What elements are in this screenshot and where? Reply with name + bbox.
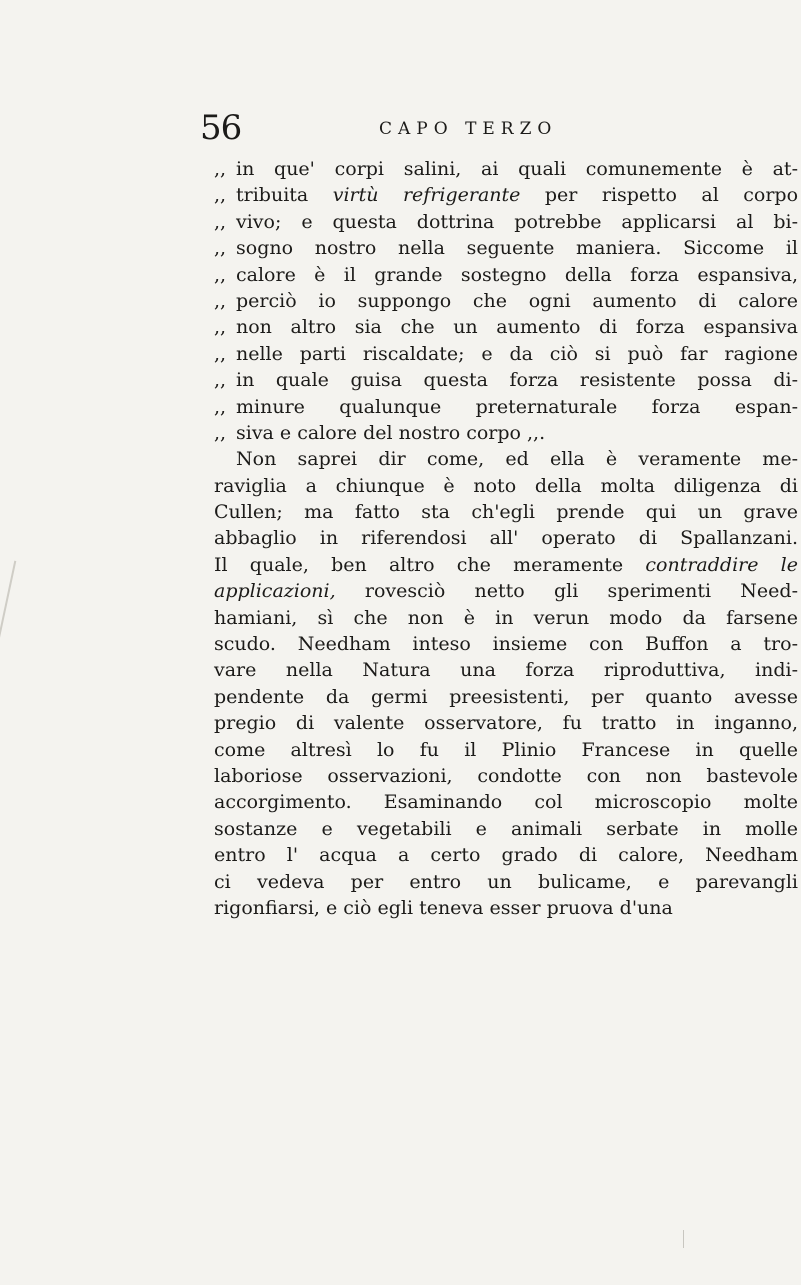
quoted-line xyxy=(214,156,798,182)
scan-mark xyxy=(683,1230,684,1248)
text-line: ci vedeva per entro un bulicame, e parevangli xyxy=(214,870,798,893)
quotation-marker: ,, xyxy=(214,316,227,339)
quoted-text: non altro sia che un aumento di forza espansiva xyxy=(236,316,798,339)
text-line: hamiani, sì che non è in verun modo da farsene xyxy=(214,606,798,629)
text-line: sostanze e vegetabili e animali serbate in molle xyxy=(214,817,798,840)
quoted-line xyxy=(214,314,798,340)
quoted-text: vivo; e questa dottrina potrebbe applicarsi al bi- xyxy=(236,210,798,233)
quoted-line xyxy=(214,235,798,261)
quotation-marker: ,, xyxy=(214,421,227,444)
quoted-line xyxy=(214,182,798,208)
quoted-text: calore è il grande sostegno della forza espansiva, xyxy=(236,263,798,286)
quoted-passage xyxy=(214,156,798,446)
text-line: abbaglio in riferendosi all' operato di Spallanzani. xyxy=(214,527,798,550)
quoted-line xyxy=(214,288,798,314)
quoted-line xyxy=(214,367,798,393)
quotation-marker: ,, xyxy=(214,158,227,180)
text-line: Non saprei dir come, ed ella è veramente me- xyxy=(236,448,798,471)
text-line: entro l' acqua a certo grado di calore, Needham xyxy=(214,844,798,867)
quoted-line xyxy=(214,420,798,446)
body-text xyxy=(214,156,798,921)
text-line: scudo. Needham inteso insieme con Buffon a tro- xyxy=(214,633,798,656)
text-line: laboriose osservazioni, condotte con non bastevole xyxy=(214,764,798,787)
quotation-marker: ,, xyxy=(214,395,227,418)
quoted-text: nelle parti riscaldate; e da ciò si può far ragione xyxy=(236,342,798,365)
quoted-text: in que' corpi salini, ai quali comunemente è at- xyxy=(236,158,798,180)
quoted-text: siva e calore del nostro corpo ,,. xyxy=(236,421,546,444)
running-head: CAPO TERZO xyxy=(379,119,558,139)
text-line: accorgimento. Esaminando col microscopio molte xyxy=(214,791,798,814)
text-line: rigonfiarsi, e ciò egli teneva esser pruova d'una xyxy=(214,896,673,919)
quotation-marker: ,, xyxy=(214,369,227,392)
text-line: raviglia a chiunque è noto della molta diligenza di xyxy=(214,474,798,497)
text-line: pregio di valente osservatore, fu tratto in inganno, xyxy=(214,712,798,735)
quoted-text: in quale guisa questa forza resistente possa di- xyxy=(236,369,798,392)
margin-mark xyxy=(0,561,16,640)
quoted-text: tribuita virtù refrigerante per rispetto al corpo xyxy=(236,184,799,207)
text-line: Il quale, ben altro che meramente contraddire le xyxy=(214,553,799,576)
quotation-marker: ,, xyxy=(214,237,227,260)
text-line: Cullen; ma fatto sta ch'egli prende qui un grave xyxy=(214,501,798,524)
quotation-marker: ,, xyxy=(214,289,227,312)
text-line: applicazioni, rovesciò netto gli sperimenti Need- xyxy=(214,580,798,603)
quotation-marker: ,, xyxy=(214,210,227,233)
quotation-marker: ,, xyxy=(214,184,227,207)
quoted-line xyxy=(214,209,798,235)
quoted-text: minure qualunque preternaturale forza espan- xyxy=(236,395,798,418)
quoted-text: perciò io suppongo che ogni aumento di calore xyxy=(236,289,798,312)
quotation-marker: ,, xyxy=(214,263,227,286)
page-number: 56 xyxy=(200,108,242,148)
text-line: come altresì lo fu il Plinio Francese in quelle xyxy=(214,738,798,761)
quoted-line xyxy=(214,341,798,367)
paragraph xyxy=(214,446,798,921)
quoted-line xyxy=(214,394,798,420)
text-line: pendente da germi preesistenti, per quanto avesse xyxy=(214,685,798,708)
quoted-text: sogno nostro nella seguente maniera. Siccome il xyxy=(236,237,798,260)
text-line: vare nella Natura una forza riproduttiva, indi- xyxy=(214,659,798,682)
quotation-marker: ,, xyxy=(214,342,227,365)
quoted-line xyxy=(214,262,798,288)
